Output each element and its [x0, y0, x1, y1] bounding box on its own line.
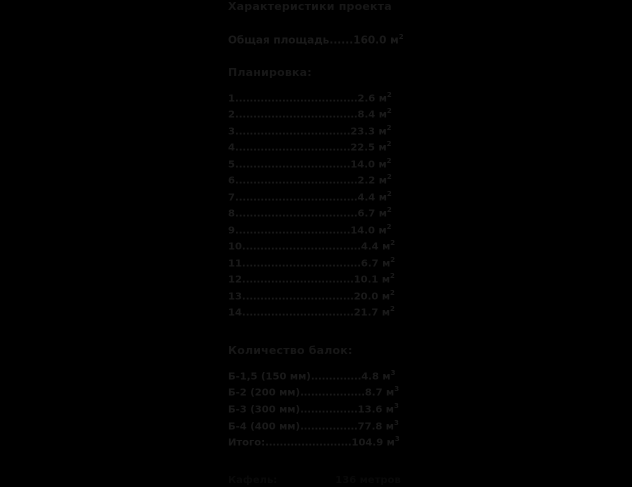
room-area: 21.7 м — [353, 307, 391, 319]
list-item — [228, 237, 428, 254]
beam-label: Б-1,5 (150 мм) — [228, 371, 311, 383]
footer-row — [228, 474, 428, 487]
spacer — [228, 320, 428, 344]
beams-total-row — [228, 433, 428, 450]
beams-total-label: Итого: — [228, 437, 266, 449]
total-area-value: 160.0 м — [353, 34, 399, 47]
tile-label: Кафель: — [228, 474, 278, 486]
list-item — [228, 89, 428, 106]
room-area-exponent: 2 — [386, 156, 392, 165]
leader-dots: .............. — [310, 371, 362, 383]
room-number: 13. — [228, 291, 246, 303]
leader-dots: ............................... — [238, 158, 351, 170]
spacer — [228, 13, 428, 31]
room-area: 14.0 м — [350, 158, 387, 170]
beams-total-exponent: 3 — [394, 435, 400, 444]
list-item — [228, 254, 428, 271]
leader-dots: ................................ — [245, 241, 361, 253]
room-area: 10.1 м — [353, 274, 391, 286]
room-area-exponent: 2 — [390, 305, 395, 314]
leader-dots: ................................. — [238, 92, 358, 104]
room-number: 2. — [228, 109, 239, 121]
beam-volume-exponent: 3 — [393, 418, 399, 427]
list-item — [228, 221, 428, 238]
total-area-label: Общая площадь — [228, 34, 330, 47]
room-area: 14.0 м — [350, 225, 387, 237]
list-item — [228, 287, 428, 304]
leader-dots: ................................. — [238, 192, 358, 204]
list-item — [228, 105, 428, 122]
rooms-heading: Планировка: — [228, 65, 312, 79]
beam-volume: 4.8 м — [361, 371, 391, 383]
room-number: 9. — [228, 225, 239, 237]
room-area: 4.4 м — [360, 241, 391, 253]
leader-dots: ............................... — [238, 225, 351, 237]
room-area: 20.0 м — [353, 291, 391, 303]
room-area-exponent: 2 — [386, 90, 392, 99]
room-area-exponent: 2 — [386, 140, 392, 149]
spacer — [228, 79, 428, 89]
list-item — [228, 367, 428, 384]
list-item — [228, 138, 428, 155]
beam-volume: 8.7 м — [364, 387, 395, 399]
list-item — [228, 204, 428, 221]
leader-dots: ................................ — [245, 258, 361, 270]
project-specs-panel — [228, 0, 428, 487]
spacer — [228, 450, 428, 474]
room-area: 6.7 м — [357, 208, 387, 220]
room-area-exponent: 2 — [386, 107, 392, 116]
beam-label: Б-2 (200 мм) — [228, 387, 301, 399]
list-item — [228, 270, 428, 287]
room-area-exponent: 2 — [386, 173, 392, 182]
total-area-unit-exponent: 2 — [398, 33, 404, 41]
leader-dots: .............................. — [245, 291, 354, 303]
beam-label: Б-4 (400 мм) — [228, 420, 301, 432]
total-area-dots: ...... — [329, 34, 354, 47]
leader-dots: ................................. — [238, 175, 358, 187]
list-item — [228, 155, 428, 172]
room-area: 22.5 м — [350, 142, 387, 154]
room-area: 2.2 м — [357, 175, 387, 187]
room-area: 2.6 м — [357, 92, 387, 104]
leader-dots: ................................. — [238, 109, 358, 121]
leader-dots: ............................... — [238, 142, 351, 154]
room-area-exponent: 2 — [390, 255, 396, 264]
room-area-exponent: 2 — [390, 239, 396, 248]
room-number: 5. — [228, 158, 239, 170]
leader-dots: ................................. — [238, 208, 358, 220]
room-number: 4. — [228, 142, 239, 154]
leader-dots: ................ — [300, 404, 358, 416]
list-item — [228, 122, 428, 139]
beams-total-value: 104.9 м — [351, 437, 395, 449]
list-item — [228, 303, 428, 320]
leader-dots: .............................. — [245, 307, 354, 319]
beams-list — [228, 367, 428, 450]
spacer — [228, 48, 428, 66]
room-number: 10. — [228, 241, 246, 253]
beams-heading: Количество балок: — [228, 343, 353, 357]
beam-volume: 77.8 м — [357, 420, 394, 432]
list-item — [228, 417, 428, 434]
beam-volume-exponent: 3 — [393, 402, 399, 410]
beam-label: Б-3 (300 мм) — [228, 404, 301, 416]
leader-dots: .................. — [300, 387, 365, 399]
leader-dots: ........................ — [265, 437, 352, 449]
room-number: 7. — [228, 192, 239, 204]
list-item — [228, 400, 428, 417]
room-area-exponent: 2 — [390, 288, 395, 297]
list-item — [228, 188, 428, 205]
list-item — [228, 171, 428, 188]
room-number: 12. — [228, 274, 246, 286]
room-number: 6. — [228, 175, 239, 187]
leader-dots: .............................. — [245, 274, 354, 286]
beam-volume: 13.6 м — [357, 404, 394, 416]
rooms-list — [228, 89, 428, 320]
room-area-exponent: 2 — [386, 123, 392, 132]
beam-volume-exponent: 3 — [394, 385, 400, 394]
room-area: 6.7 м — [360, 258, 391, 270]
room-area: 23.3 м — [350, 125, 387, 137]
room-area-exponent: 2 — [386, 189, 392, 198]
room-number: 8. — [228, 208, 239, 220]
room-number: 14. — [228, 307, 246, 319]
panel-title: Характеристики проекта — [228, 0, 392, 13]
room-number: 1. — [228, 92, 239, 104]
leader-dots: ................ — [300, 420, 358, 432]
room-area-exponent: 2 — [390, 272, 395, 281]
room-number: 11. — [228, 258, 246, 270]
beam-volume-exponent: 3 — [390, 368, 396, 377]
list-item — [228, 383, 428, 400]
room-area: 8.4 м — [357, 109, 387, 121]
room-area: 4.4 м — [357, 192, 387, 204]
total-area-row — [228, 31, 428, 48]
spacer — [228, 357, 428, 367]
room-area-exponent: 2 — [386, 206, 392, 215]
leader-dots: ............................... — [238, 125, 351, 137]
room-number: 3. — [228, 125, 239, 137]
room-area-exponent: 2 — [386, 222, 392, 231]
tile-value: 136 метров — [335, 474, 401, 486]
